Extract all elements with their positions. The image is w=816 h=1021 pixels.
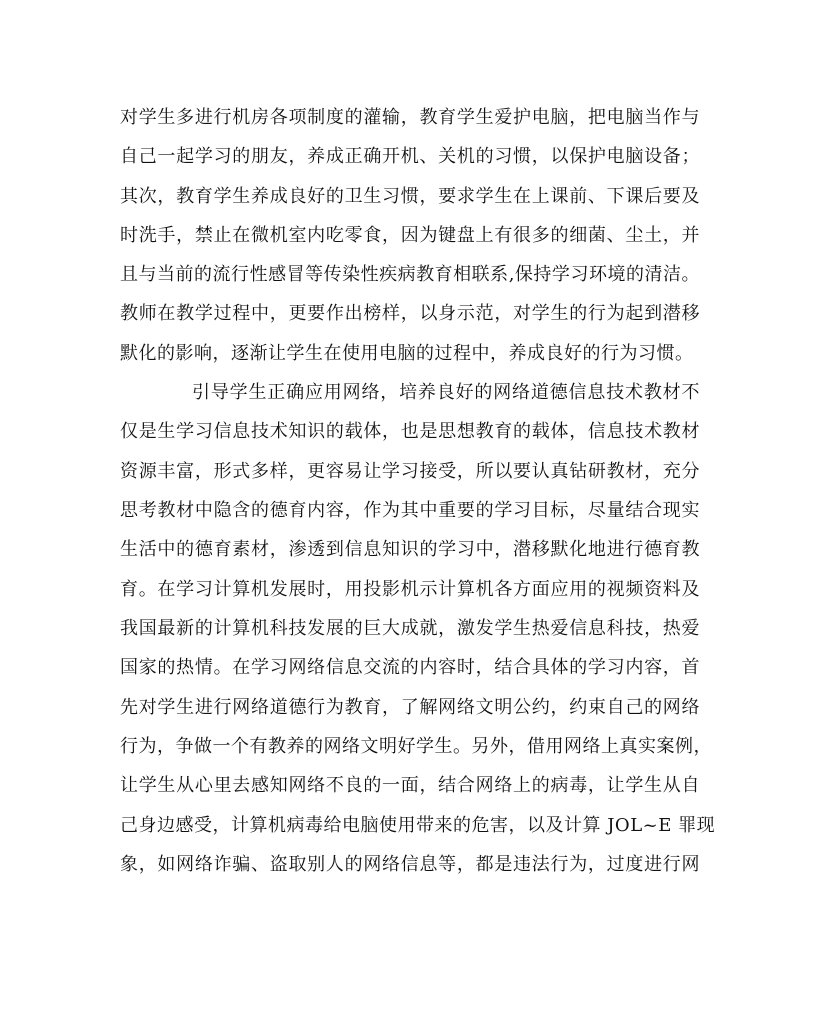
text-line: 育。在学习计算机发展时，用投影机示计算机各方面应用的视频资料及: [120, 579, 700, 600]
text-line: 默化的影响，逐渐让学生在使用电脑的过程中，养成良好的行为习惯。: [120, 343, 694, 364]
text-line: 让学生从心里去感知网络不良的一面，结合网络上的病毒，让学生从自: [120, 775, 700, 796]
text-line: 其次，教育学生养成良好的卫生习惯，要求学生在上课前、下课后要及: [120, 186, 700, 207]
text-line: 先对学生进行网络道德行为教育，了解网络文明公约，约束自己的网络: [120, 697, 700, 718]
text-line: 我国最新的计算机科技发展的巨大成就，激发学生热爱信息科技，热爱: [120, 618, 700, 639]
text-line: 自己一起学习的朋友，养成正确开机、关机的习惯，以保护电脑设备；: [120, 146, 700, 167]
paragraph-first-line: 引导学生正确应用网络，培养良好的网络道德信息技术教材不: [192, 382, 700, 403]
text-line: 且与当前的流行性感冒等传染性疾病教育相联系,保持学习环境的清洁。: [120, 264, 700, 285]
text-line: 己身边感受，计算机病毒给电脑使用带来的危害，以及计算 JOL~E 罪现: [120, 815, 716, 836]
text-line: 教师在教学过程中，更要作出榜样，以身示范，对学生的行为起到潜移: [120, 303, 700, 324]
text-line: 象，如网络诈骗、盗取别人的网络信息等，都是违法行为，过度进行网: [120, 854, 700, 875]
text-line: 资源丰富，形式多样，更容易让学习接受，所以要认真钻研教材，充分: [120, 461, 700, 482]
text-line: 时洗手，禁止在微机室内吃零食，因为键盘上有很多的细菌、尘土，并: [120, 225, 700, 246]
text-line: 生活中的德育素材，渗透到信息知识的学习中，潜移默化地进行德育教: [120, 539, 700, 560]
text-line: 国家的热情。在学习网络信息交流的内容时，结合具体的学习内容，首: [120, 657, 700, 678]
text-line: 思考教材中隐含的德育内容，作为其中重要的学习目标，尽量结合现实: [120, 500, 700, 521]
text-line: 对学生多进行机房各项制度的灌输，教育学生爱护电脑，把电脑当作与: [120, 107, 700, 128]
text-line: 行为，争做一个有教养的网络文明好学生。另外，借用网络上真实案例，: [120, 736, 712, 757]
text-line: 仅是生学习信息技术知识的载体，也是思想教育的载体，信息技术教材: [120, 421, 700, 442]
